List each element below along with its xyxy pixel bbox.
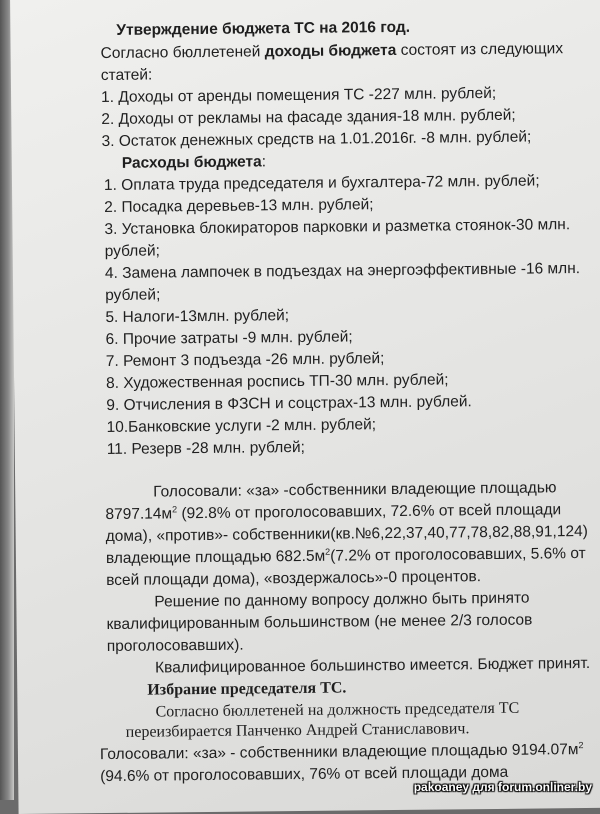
chairman-vote-line: (94.6% от проголосовавших, 76% от всей площади дома [100, 763, 509, 786]
chairman-line: переизбирается Панченко Андрей Станиславович. [125, 720, 470, 741]
expense-line: 1. Оплата труда председателя и бухгалтера-72 млн. рублей; [103, 172, 540, 195]
expense-line: 6. Прочие затраты -9 млн. рублей; [105, 328, 353, 349]
chairman-title: Избрание председателя ТС. [147, 679, 347, 699]
vote-line: $8797.14м^2$ (92.8% от проголосовавших, 72.6% от всей площади [105, 501, 562, 524]
income-intro-line2: статей: [100, 66, 153, 85]
vote-line: владеющие площадью $682.5м^2(7.2\%$ от проголосовавших, 5.6% от [105, 545, 586, 568]
vote-line: Голосовали: «за» -собственники владеющие площадью [153, 479, 557, 501]
expense-line: 7. Ремонт 3 подъезда -26 млн. рублей; [105, 350, 385, 371]
document-page [10, 0, 600, 814]
budget-result: Квалифицированное большинство имеется. Бюджет принят. [154, 654, 591, 677]
vote-line: дома), «против»- собственники(кв.№6,22,37,40,77,78,82,88,91,124) [105, 522, 588, 546]
chairman-line: Согласно бюллетеней на должность председателя ТС [155, 699, 520, 721]
expense-line: 9. Отчисления в ФЗСН и соцстрах-13 млн. рублей. [106, 393, 472, 415]
expense-line: 11. Резерв -28 млн. рублей; [106, 438, 305, 459]
expense-line: 5. Налоги-13млн. рублей; [105, 307, 290, 327]
income-intro: Согласно бюллетеней доходы бюджета состоят из следующих [100, 40, 564, 63]
expense-line: рублей; [104, 242, 160, 261]
income-item: 2. Доходы от рекламы на фасаде здания-18 млн. рублей; [101, 106, 516, 129]
expense-line: 8. Художественная роспись ТП-30 млн. рублей; [105, 371, 449, 393]
expense-line: 10.Банковские услуги -2 млн. рублей; [106, 416, 377, 437]
decision-line: Решение по данному вопросу должно быть принято [154, 589, 530, 611]
chairman-vote-line: Голосовали: «за» - собственники владеющие площадью $9194.07м^2$ [99, 740, 584, 764]
expense-line: 4. Замена лампочек в подъездах на энергоэффективные -16 млн. [104, 260, 581, 283]
expense-line: рублей; [105, 286, 161, 305]
vote-line: всей площади дома), «воздержалось»-0 процентов. [106, 568, 482, 590]
income-item: 3. Остаток денежных средств на 1.01.2016г. -8 млн. рублей; [101, 128, 532, 151]
expense-line: 2. Посадка деревьев-13 млн. рублей; [104, 196, 374, 217]
income-item: 1. Доходы от аренды помещения ТС -227 млн. рублей; [101, 84, 497, 107]
forum-watermark: pakoaney для forum.onliner.by [413, 780, 592, 794]
decision-line: проголосовавших). [106, 636, 244, 656]
expense-line: 3. Установка блокираторов парковки и разметка стоянок-30 млн. [104, 216, 571, 239]
budget-title: Утверждение бюджета ТС на 2016 год. [116, 18, 411, 39]
decision-line: квалифицированным большинством (не менее 2/3 голосов [106, 611, 533, 634]
expenses-heading: Расходы бюджета: [121, 153, 267, 172]
